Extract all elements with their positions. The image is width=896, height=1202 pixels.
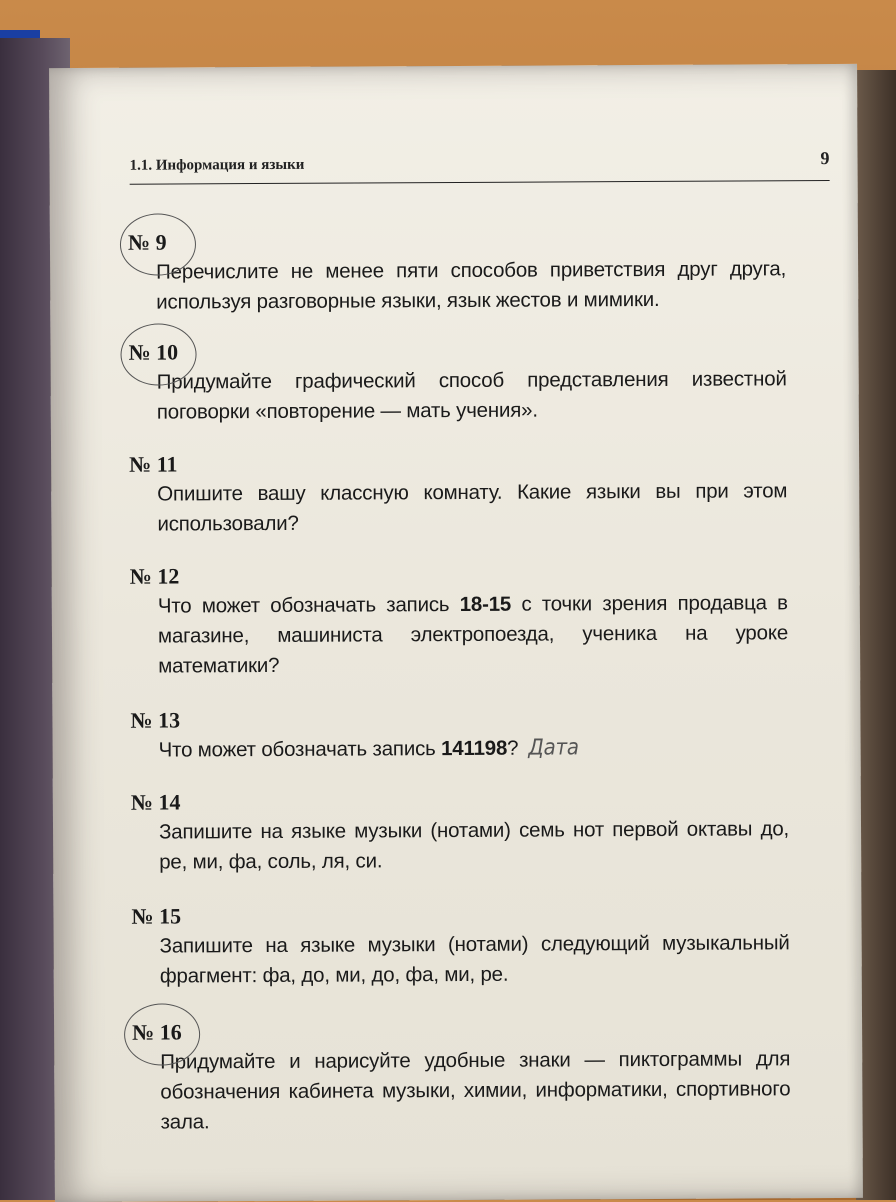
- task-13: [130, 704, 788, 765]
- page-number: 9: [820, 148, 830, 169]
- task-15: [131, 900, 789, 991]
- pencil-circle: [120, 213, 196, 275]
- task-text: Придумайте и нарисуйте удобные знаки — пиктограммы для обозначения кабинета музыки, химии, информатики, спортивного зала.: [160, 1047, 791, 1134]
- task-number: № 10: [128, 339, 248, 366]
- task-10: [128, 336, 786, 427]
- task-text: Что может обозначать запись 141198? Дата: [158, 735, 579, 762]
- task-text: Придумайте графический способ представления известной поговорки «повторение — мать учения».: [156, 367, 787, 424]
- task-text: Перечислите не менее пяти способов приветствия друг друга, используя разговорные языки, язык жестов и мимики.: [156, 257, 787, 314]
- task-number: № 14: [130, 789, 181, 815]
- task-16: [132, 1016, 791, 1137]
- bold-record: 18-15: [459, 592, 512, 616]
- pencil-circle: [124, 1003, 200, 1065]
- running-head: [129, 148, 830, 185]
- task-number: № 13: [130, 707, 181, 733]
- task-11: [129, 448, 787, 539]
- task-number: № 16: [132, 1019, 252, 1046]
- task-text: Запишите на языке музыки (нотами) следующий музыкальный фрагмент: фа, до, ми, до, фа, ми, ре.: [159, 931, 790, 988]
- bold-record: 141198: [441, 736, 508, 761]
- section-title: 1.1. Информация и языки: [129, 156, 305, 174]
- task-text: Что может обозначать запись 18-15 с точки зрения продавца в магазине, машиниста электропоезда, ученика на уроке математики?: [157, 591, 789, 678]
- task-number: № 9: [128, 229, 248, 256]
- task-number: № 12: [129, 563, 180, 589]
- task-9: [128, 226, 786, 317]
- task-text: Опишите вашу классную комнату. Какие языки вы при этом использовали?: [157, 479, 788, 536]
- handwritten-answer: Дата: [528, 735, 579, 761]
- task-text: Запишите на языке музыки (нотами) семь нот первой октавы до, ре, ми, фа, соль, ля, си.: [158, 817, 790, 874]
- task-number: № 15: [131, 903, 182, 929]
- pencil-circle: [120, 323, 196, 385]
- task-14: [131, 786, 789, 877]
- task-12: [130, 560, 789, 681]
- task-number: № 11: [129, 451, 178, 477]
- book-page: [49, 64, 863, 1202]
